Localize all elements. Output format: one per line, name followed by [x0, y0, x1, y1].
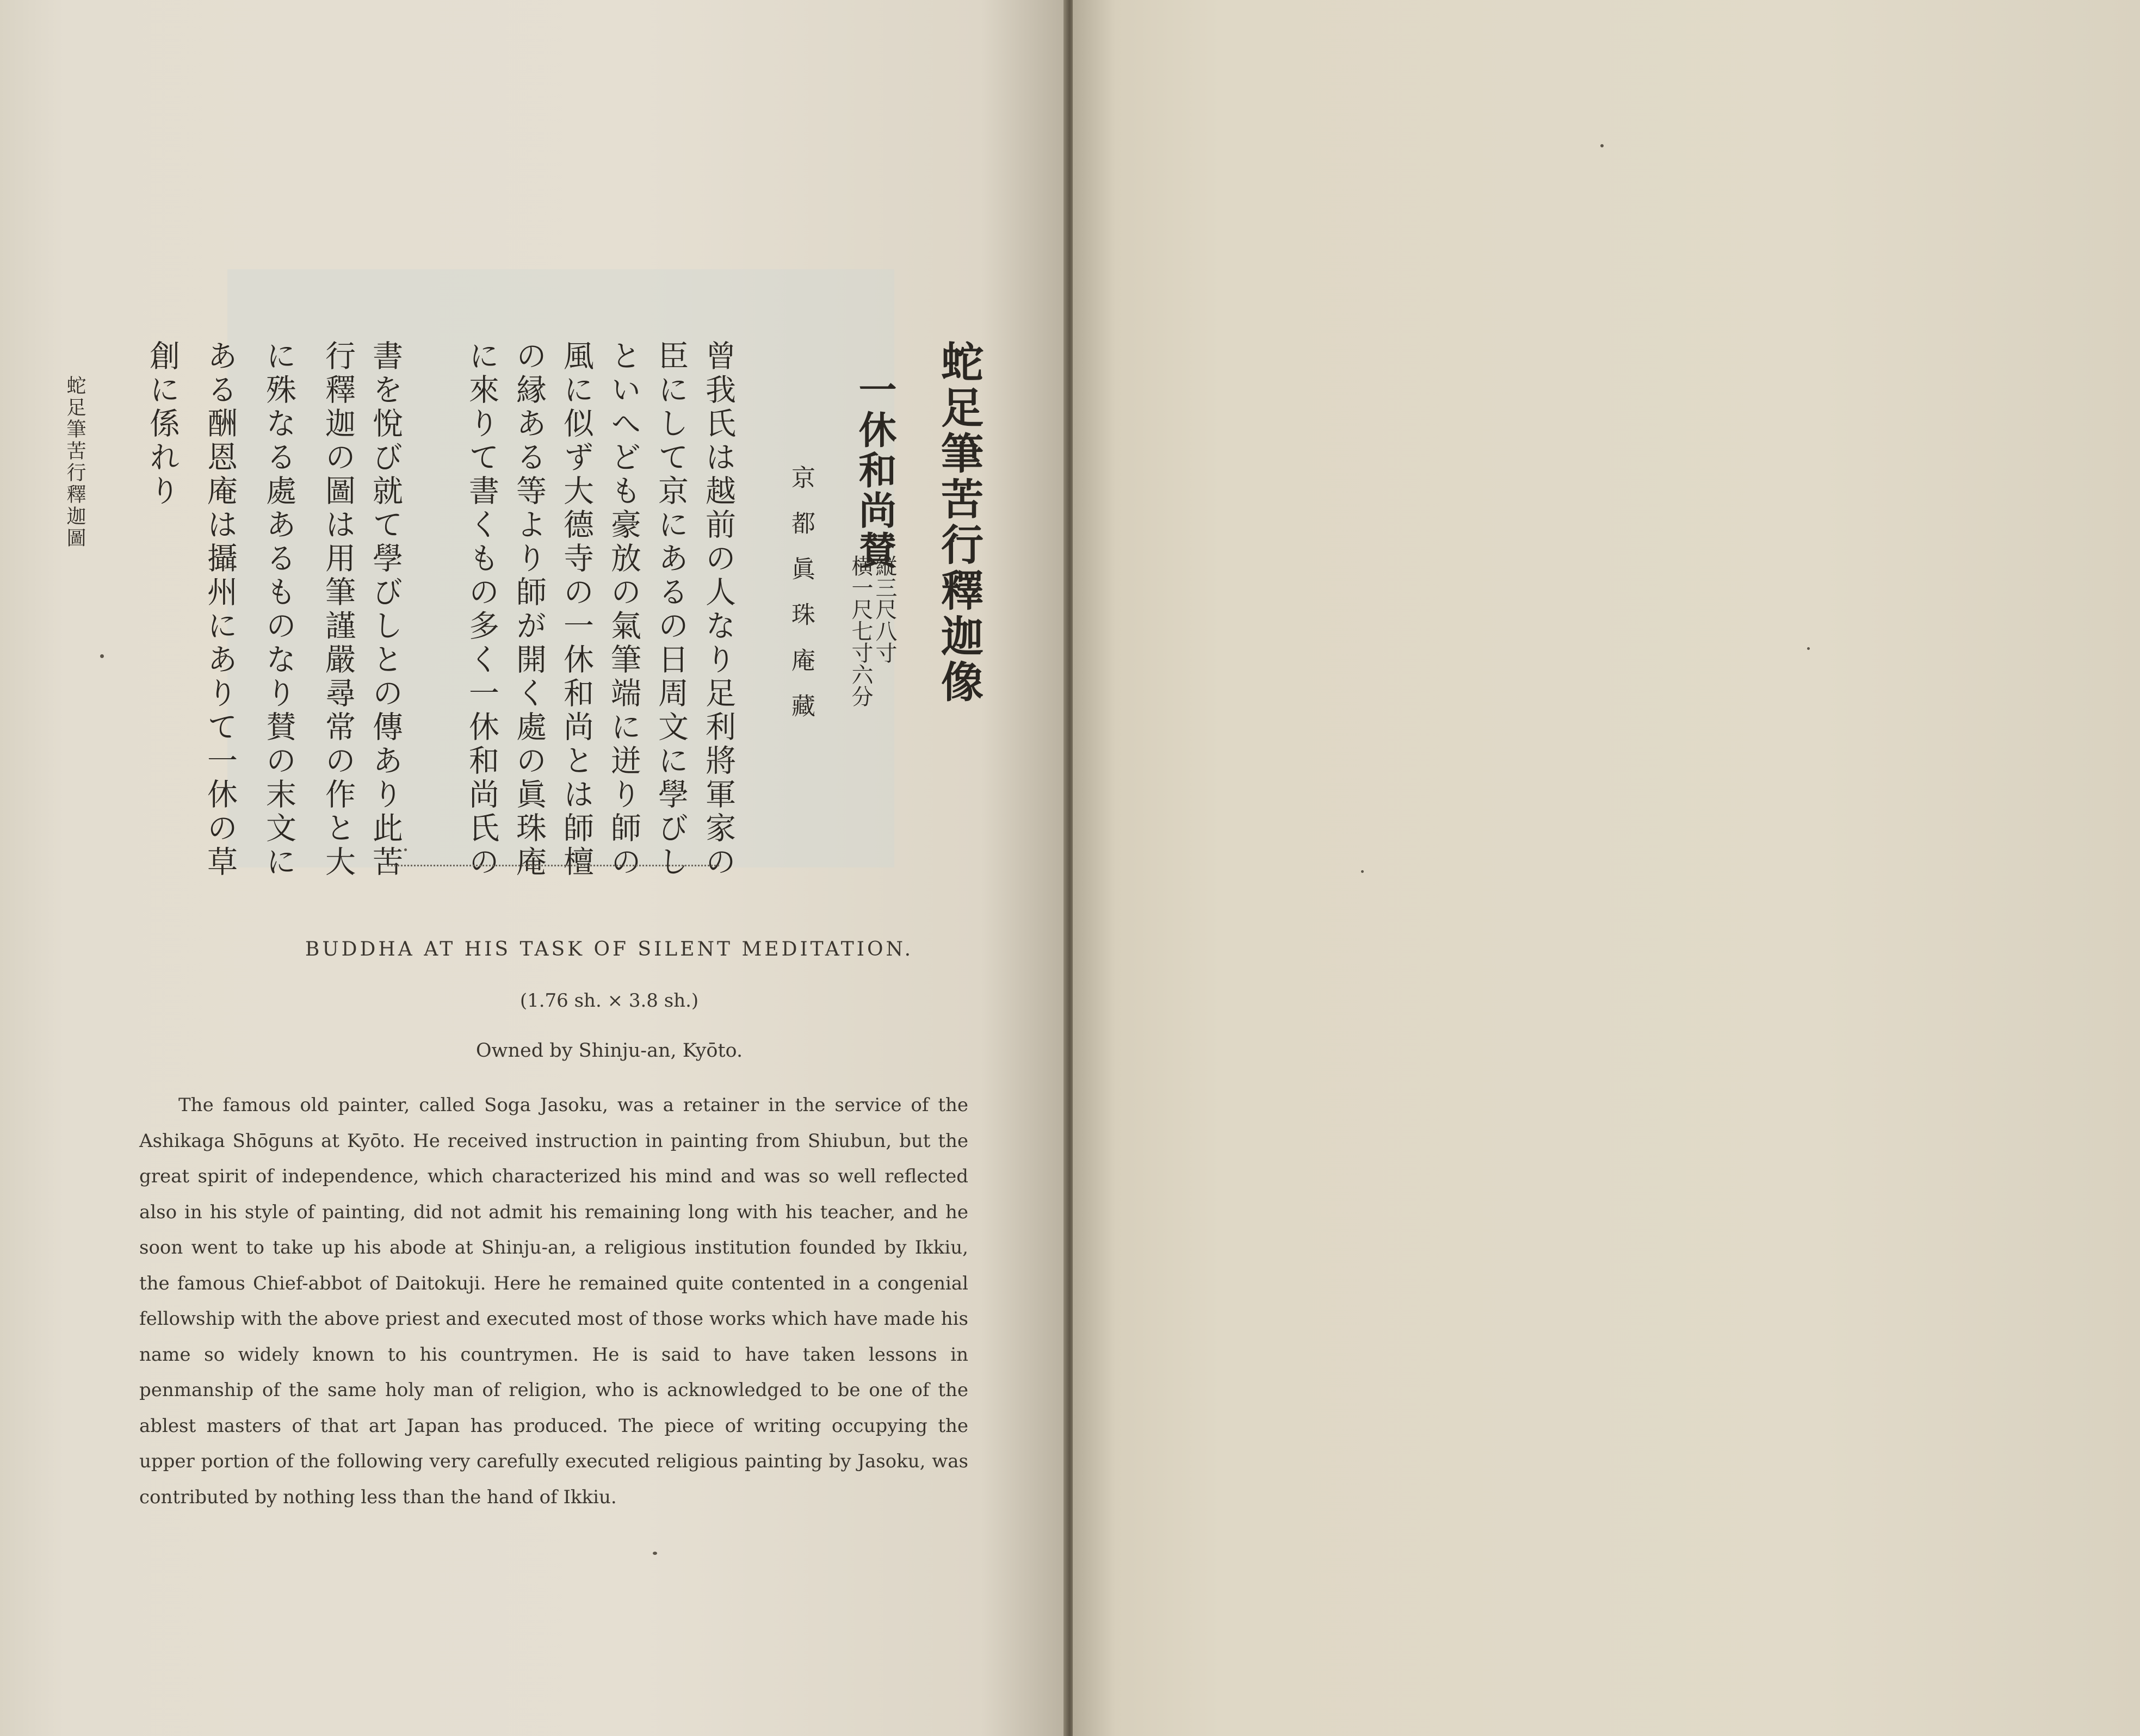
jp-body-line: の縁ある等より師が開く處の眞珠庵	[511, 340, 547, 879]
jp-body-line: に殊なる處あるものなり賛の末文に	[261, 340, 296, 879]
inscription-subtitle: 一休和尚賛	[852, 370, 898, 571]
owner-jp: 京都眞珠庵藏	[787, 465, 815, 739]
jp-body-line: 風に似ず大德寺の一休和尚とは師檀	[559, 340, 594, 879]
jp-body-line: に來りて書くもの多く一休和尚氏の	[464, 340, 499, 879]
jp-body-line: といへども豪放の氣筆端に迸り師の	[606, 340, 641, 879]
english-owner: Owned by Shinju-an, Kyōto.	[475, 1040, 743, 1062]
right-page	[1073, 0, 2140, 1736]
jp-body-line: 臣にして京にあるの日周文に學びし	[653, 340, 689, 879]
paper-speck	[1361, 870, 1364, 873]
divider	[387, 865, 719, 873]
spine-title: 蛇足筆苦行釋迦圖	[64, 375, 86, 549]
jp-body-line: 書を悅び就て學びしとの傳あり此苦	[368, 340, 403, 879]
jp-body-line: ある酬恩庵は攝州にありて一休の草	[202, 340, 238, 879]
jp-body-line: 創に係れり	[145, 340, 180, 509]
paper-speck	[653, 1552, 657, 1555]
paper-speck	[1600, 144, 1604, 147]
jp-body-line: 曾我氏は越前の人なり足利將軍家の	[701, 340, 736, 879]
english-body: The famous old painter, called Soga Jasoku, was a retainer in the service of the Ashikaga Shōguns at Kyōto. He received instruction in painting from Shiubun, but the great spirit of independence, which characterized his mind and was so well reflected also in his style of painting, did not admit his remaining long with his teacher, and he soon went to take up his abode at Shinju-an, a religious institution founded by Ikkiu, the famous Chief-abbot of Daitokuji. Here he remained quite contented in a congenial fellowship with the above priest and executed most of those works which have made his name so widely known to his countrymen. He is said to have taken lessons in penmanship of the same holy man of religion, who is acknowledged to be one of the ablest masters of that art Japan has produced. The piece of writing occupying the upper portion of the following very carefully executed religious painting by Jasoku, was contributed by nothing less than the hand of Ikkiu.	[139, 1094, 968, 1508]
english-title: BUDDHA AT HIS TASK OF SILENT MEDITATION.	[305, 938, 914, 960]
paper-speck	[404, 848, 407, 851]
page-title: 蛇足筆苦行釋迦像	[934, 340, 984, 705]
english-dimensions: (1.76 sh. × 3.8 sh.)	[519, 990, 699, 1012]
paper-speck	[1807, 647, 1810, 650]
left-page	[0, 0, 1066, 1736]
paper-speck	[100, 654, 104, 658]
dimensions-jp: 縦三尺八寸 横一尺七寸六分	[848, 555, 897, 707]
jp-body-line: 行釋迦の圖は用筆謹嚴尋常の作と大	[320, 340, 356, 879]
